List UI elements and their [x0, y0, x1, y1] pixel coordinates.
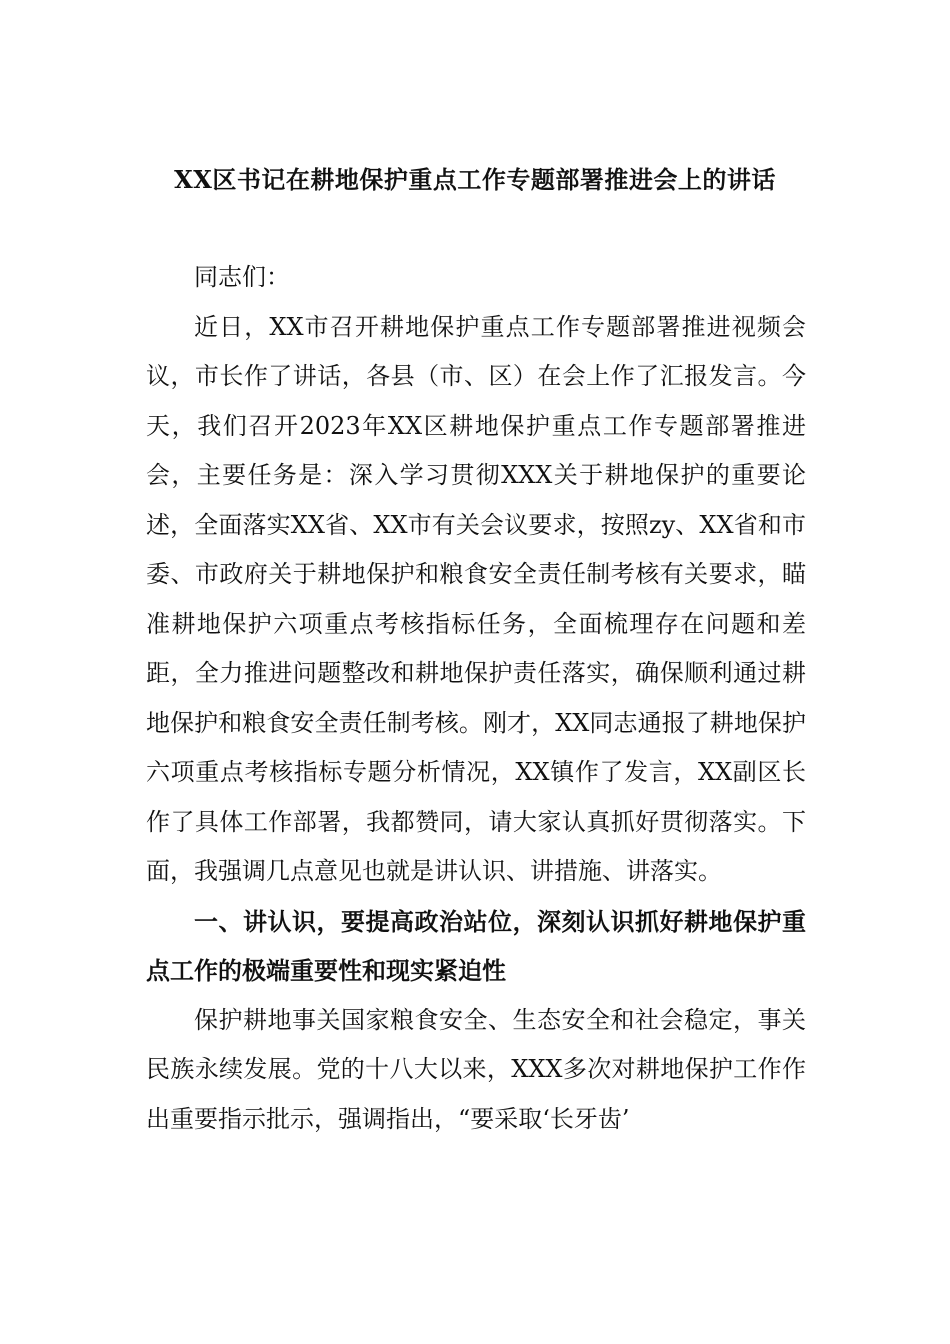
document-title: XX区书记在耕地保护重点工作专题部署推进会上的讲话 [174, 165, 776, 194]
greeting: 同志们： [194, 263, 290, 291]
section-paragraph: 保护耕地事关国家粮食安全、生态安全和社会稳定，事关民族永续发展。党的十八大以来，XXX多次对耕地保护工作作出重要指示批示，强调指出，“要采取‘长牙齿’ [146, 1005, 806, 1133]
section-heading: 一、讲认识，要提高政治站位，深刻认识抓好耕地保护重点工作的极端重要性和现实紧迫性 [146, 906, 806, 985]
document-body [146, 253, 806, 1144]
intro-paragraph: 近日，XX市召开耕地保护重点工作专题部署推进视频会议，市长作了讲话，各县（市、区）在会上作了汇报发言。今天，我们召开2023年XX区耕地保护重点工作专题部署推进会，主要任务是：深入学习贯彻XXX关于耕地保护的重要论述，全面落实XX省、XX市有关会议要求，按照zy、XX省和市委、市政府关于耕地保护和粮食安全责任制考核有关要求，瞄准耕地保护六项重点考核指标任务，全面梳理存在问题和差距，全力推进问题整改和耕地保护责任落实，确保顺利通过耕地保护和粮食安全责任制考核。刚才，XX同志通报了耕地保护六项重点考核指标专题分析情况，XX镇作了发言，XX副区长作了具体工作部署，我都赞同，请大家认真抓好贯彻落实。下面，我强调几点意见也就是讲认识、讲措施、讲落实。 [146, 312, 806, 885]
